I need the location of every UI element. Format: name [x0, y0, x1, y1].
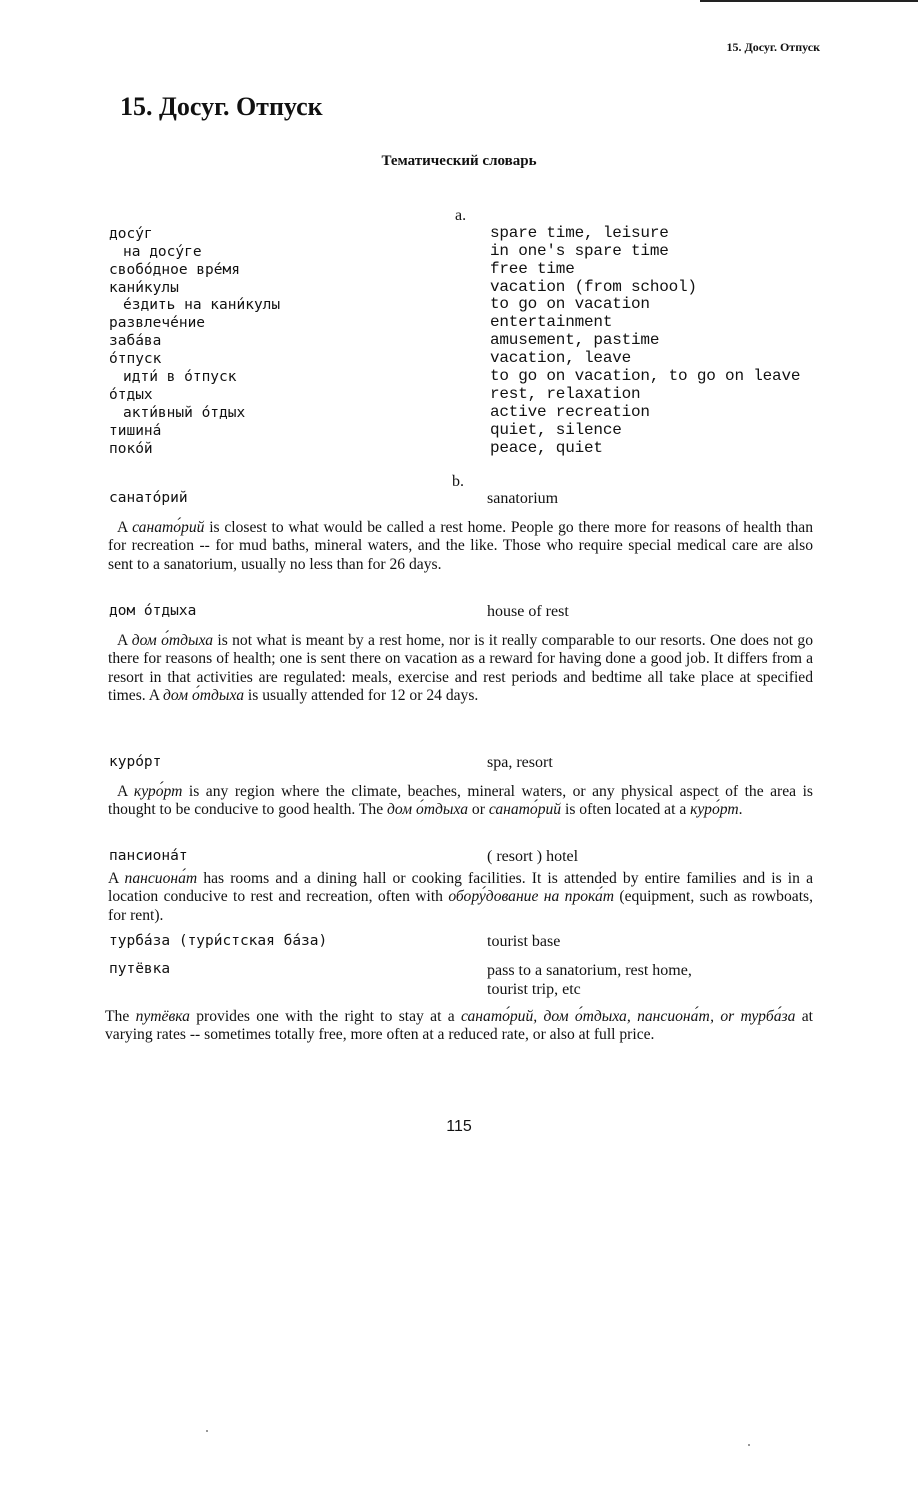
note-term: дом о́тдыха: [131, 632, 214, 649]
note-term: куро́рт: [133, 783, 183, 800]
running-head: 15. Досуг. Отпуск: [726, 40, 820, 54]
vocab-en: spare time, leisure: [490, 223, 669, 242]
vocab-row: [109, 296, 809, 314]
entry-hotel: [109, 848, 809, 866]
entry-voucher: [109, 961, 809, 999]
vocab-row: [109, 260, 809, 278]
vocab-en: vacation, leave: [490, 349, 632, 368]
entry-tourist-base: [109, 933, 809, 951]
note-text: A: [117, 632, 132, 649]
entry-en: spa, resort: [487, 754, 553, 771]
note-text: is any region where the climate, beaches, mineral waters, or any physical aspect of the area is thought to be conducive to good health. The: [108, 783, 813, 819]
note-term: санато́рий: [488, 801, 562, 819]
vocab-en: to go on vacation: [490, 295, 650, 314]
entry-ru: санато́рий: [109, 490, 188, 506]
entry-ru: дом о́тдыха: [109, 603, 197, 619]
vocab-list-a: [109, 224, 809, 457]
note-voucher: [105, 1008, 813, 1045]
vocab-row: [109, 367, 809, 385]
entry-ru: пансиона́т: [109, 848, 188, 864]
entry-en: house of rest: [487, 603, 569, 620]
vocab-ru: кани́кулы: [109, 279, 179, 296]
vocab-ru: е́здить на кани́кулы: [123, 297, 281, 314]
vocab-ru: заба́ва: [109, 333, 162, 350]
entry-sanatorium: [109, 490, 809, 508]
note-text: at varying rates -- sometimes totally free, more often at a reduced rate, or also at full price.: [105, 1008, 813, 1044]
vocab-ru: развлече́ние: [109, 315, 206, 332]
vocab-en: free time: [490, 259, 575, 278]
section-title: Тематический словарь: [381, 153, 537, 169]
entry-ru: путёвка: [109, 961, 171, 977]
chapter-title: 15. Досуг. Отпуск: [120, 92, 323, 121]
vocab-row: [109, 385, 809, 403]
note-text: has rooms and a dining hall or cooking facilities. It is attended by entire families and is in a location conducive to rest and recreation, often with: [108, 870, 813, 906]
page-number: 115: [446, 1118, 472, 1135]
vocab-en: quiet, silence: [490, 420, 622, 439]
section-a-label: a.: [455, 207, 467, 224]
vocab-ru: на досу́ге: [123, 243, 202, 260]
vocab-row: [109, 242, 809, 260]
note-hotel: [108, 870, 813, 925]
note-term: дом о́тдыха: [387, 801, 469, 819]
vocab-en: peace, quiet: [490, 438, 603, 457]
vocab-en: to go on vacation, to go on leave: [490, 367, 801, 386]
vocab-row: [109, 439, 809, 457]
note-text: is not what is meant by a rest home, nor is it really comparable to our resorts. One does not go there for reasons of health; one is sent there on vacation as a reward for having done a good job. It differs from a resort in that activities are regulated: meals, exercise and rest periods and bedtime all take place at specified times. A: [108, 632, 813, 704]
note-text: provides one with the right to stay at a: [189, 1008, 461, 1025]
vocab-ru: поко́й: [109, 440, 153, 457]
entry-rest-house: [109, 603, 809, 621]
vocab-row: [109, 313, 809, 331]
vocab-en: amusement, pastime: [490, 331, 660, 350]
note-term: куро́рт: [690, 801, 739, 819]
entry-resort: [109, 754, 809, 772]
note-text: A: [117, 519, 133, 536]
vocab-en: in one's spare time: [490, 241, 669, 260]
entry-ru: турба́за (тури́стская ба́за): [109, 933, 328, 949]
note-rest-house: [108, 632, 813, 705]
vocab-ru: досу́г: [109, 225, 153, 242]
vocab-row: [109, 331, 809, 349]
vocab-row: [109, 349, 809, 367]
note-term: санато́рий, дом о́тдыха, пансиона́т, or турба́за: [460, 1008, 796, 1025]
vocab-ru: идти́ в о́тпуск: [123, 369, 237, 386]
note-term: обору́дование на прока́т: [448, 888, 615, 906]
entry-ru: куро́рт: [109, 754, 162, 770]
top-rule: [700, 0, 918, 2]
vocab-row: [109, 224, 809, 242]
scan-speck: [748, 1444, 750, 1446]
vocab-row: [109, 421, 809, 439]
note-resort: [108, 783, 813, 820]
entry-en-line: pass to a sanatorium, rest home,: [487, 962, 692, 979]
note-term: санато́рий: [132, 519, 205, 536]
note-text: A: [117, 783, 134, 800]
section-b-label: b.: [452, 473, 464, 490]
note-text: is closest to what would be called a rest home. People go there more for reasons of health than for recreation -- for mud baths, mineral waters, and the like. Those who require special medical care are also sent to a sanatorium, usually no less than for 26 days.: [108, 519, 813, 573]
note-text: is often located at a: [561, 801, 691, 819]
vocab-ru: акти́вный о́тдых: [123, 404, 246, 421]
entry-en: ( resort ) hotel: [487, 848, 579, 865]
note-text: is usually attended for 12 or 24 days.: [244, 686, 479, 704]
vocab-en: rest, relaxation: [490, 384, 641, 403]
note-text: (equipment, such as rowboats, for rent).: [108, 888, 813, 924]
vocab-row: [109, 278, 809, 296]
entry-en: sanatorium: [487, 490, 559, 507]
vocab-en: vacation (from school): [490, 277, 697, 296]
vocab-en: entertainment: [490, 313, 613, 332]
entry-en: [487, 961, 692, 999]
vocab-ru: о́тдых: [109, 386, 153, 403]
vocab-ru: свобо́дное вре́мя: [109, 261, 240, 278]
entry-en: tourist base: [487, 933, 561, 950]
vocab-ru: тишина́: [109, 422, 162, 439]
vocab-en: active recreation: [490, 402, 650, 421]
entry-en-line: tourist trip, etc: [487, 981, 581, 998]
note-term: дом о́тдыха: [163, 686, 244, 704]
scan-speck: [206, 1430, 208, 1432]
vocab-ru: о́тпуск: [109, 351, 162, 368]
vocab-row: [109, 403, 809, 421]
note-term: путёвка: [135, 1008, 190, 1025]
note-term: пансиона́т: [124, 870, 198, 887]
note-text: A: [108, 870, 125, 887]
note-text: or: [468, 801, 489, 819]
note-text: .: [738, 801, 743, 819]
note-text: The: [105, 1008, 136, 1025]
note-sanatorium: [108, 519, 813, 574]
